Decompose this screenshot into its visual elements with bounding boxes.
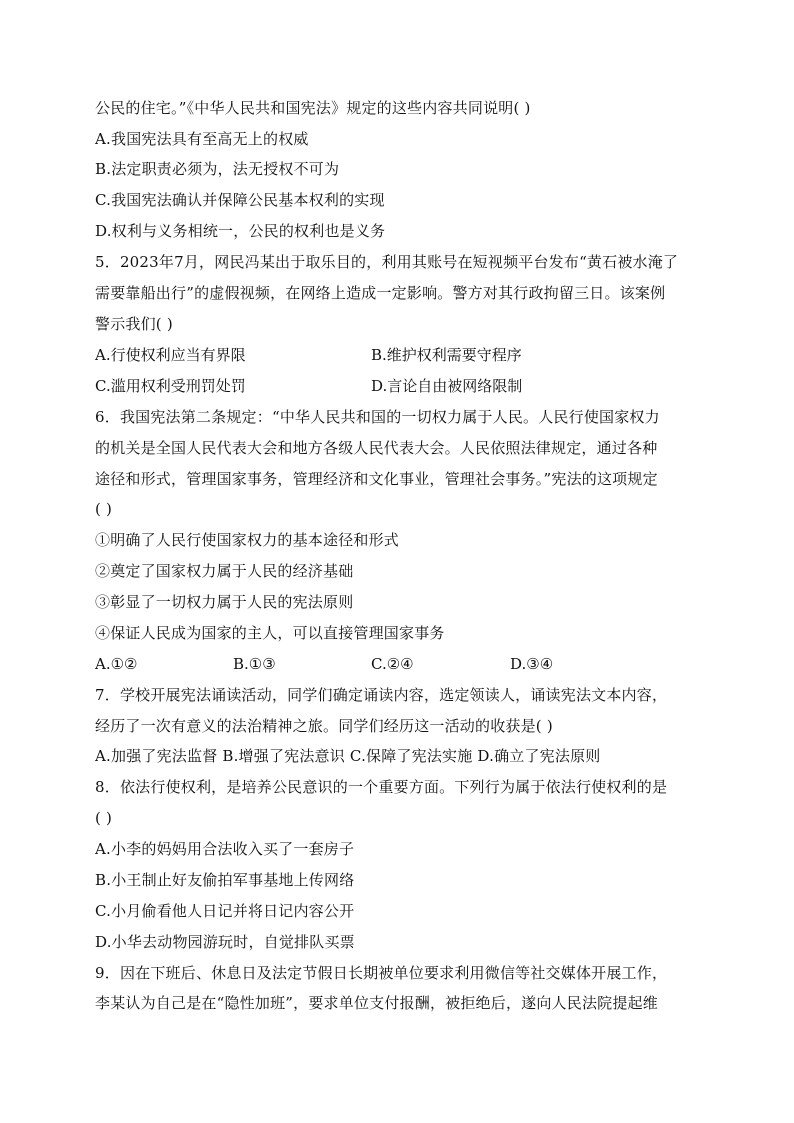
q7-stem-line-1: 7．学校开展宪法诵读活动，同学们确定诵读内容，选定领读人，诵读宪法文本内容， <box>95 686 668 704</box>
q6-option-c[interactable]: C.②④ <box>371 655 414 673</box>
q5-stem-line-3: 警示我们( ) <box>95 315 173 333</box>
q6-statement-2: ②奠定了国家权力属于人民的经济基础 <box>95 562 354 580</box>
q9-stem-line-2: 李某认为自己是在“隐性加班”，要求单位支付报酬，被拒绝后，遂向人民法院提起维 <box>95 994 658 1012</box>
q5-option-d[interactable]: D.言论自由被网络限制 <box>371 377 523 395</box>
q6-option-a[interactable]: A.①② <box>95 655 138 673</box>
q8-option-c[interactable]: C.小月偷看他人日记并将日记内容公开 <box>95 902 355 920</box>
q4-stem-tail: 公民的住宅。”《中华人民共和国宪法》规定的这些内容共同说明( ) <box>95 99 531 117</box>
q5-stem-line-1: 5．2023年7月，网民冯某出于取乐目的，利用其账号在短视频平台发布“黄石被水淹了 <box>95 253 679 271</box>
q7-stem-line-2: 经历了一次有意义的法治精神之旅。同学们经历这一活动的收获是( ) <box>95 717 553 735</box>
q6-stem-line-1: 6．我国宪法第二条规定：“中华人民共和国的一切权力属于人民。人民行使国家权力 <box>95 408 660 426</box>
q8-option-d[interactable]: D.小华去动物园游玩时，自觉排队买票 <box>95 933 355 951</box>
q6-statement-3: ③彰显了一切权力属于人民的宪法原则 <box>95 593 354 611</box>
q8-option-a[interactable]: A.小李的妈妈用合法收入买了一套房子 <box>95 840 355 858</box>
q9-stem-line-1: 9．因在下班后、休息日及法定节假日长期被单位要求利用微信等社交媒体开展工作， <box>95 964 668 982</box>
q6-statement-4: ④保证人民成为国家的主人，可以直接管理国家事务 <box>95 624 445 642</box>
q5-option-a[interactable]: A.行使权利应当有界限 <box>95 346 246 364</box>
q6-stem-line-2: 的机关是全国人民代表大会和地方各级人民代表大会。人民依照法律规定，通过各种 <box>95 439 658 457</box>
q5-option-b[interactable]: B.维护权利需要守程序 <box>371 346 522 364</box>
q5-option-c[interactable]: C.滥用权利受刑罚处罚 <box>95 377 246 395</box>
q8-stem-line-1: 8．依法行使权利，是培养公民意识的一个重要方面。下列行为属于依法行使权利的是 <box>95 778 668 796</box>
q6-option-d[interactable]: D.③④ <box>510 655 554 673</box>
q6-stem-line-4: ( ) <box>95 500 113 518</box>
q4-option-d[interactable]: D.权利与义务相统一，公民的权利也是义务 <box>95 222 386 240</box>
q8-stem-line-2: ( ) <box>95 809 113 827</box>
q8-option-b[interactable]: B.小王制止好友偷拍军事基地上传网络 <box>95 871 355 889</box>
q4-option-b[interactable]: B.法定职责必须为，法无授权不可为 <box>95 160 340 178</box>
q4-option-c[interactable]: C.我国宪法确认并保障公民基本权利的实现 <box>95 191 385 209</box>
q6-statement-1: ①明确了人民行使国家权力的基本途径和形式 <box>95 531 400 549</box>
q6-option-b[interactable]: B.①③ <box>233 655 276 673</box>
q4-option-a[interactable]: A.我国宪法具有至高无上的权威 <box>95 130 309 148</box>
q7-options[interactable]: A.加强了宪法监督 B.增强了宪法意识 C.保障了宪法实施 D.确立了宪法原则 <box>95 747 601 765</box>
q5-stem-line-2: 需要靠船出行”的虚假视频，在网络上造成一定影响。警方对其行政拘留三日。该案例 <box>95 284 666 302</box>
q6-stem-line-3: 途径和形式，管理国家事务，管理经济和文化事业，管理社会事务。”宪法的这项规定 <box>95 470 658 488</box>
